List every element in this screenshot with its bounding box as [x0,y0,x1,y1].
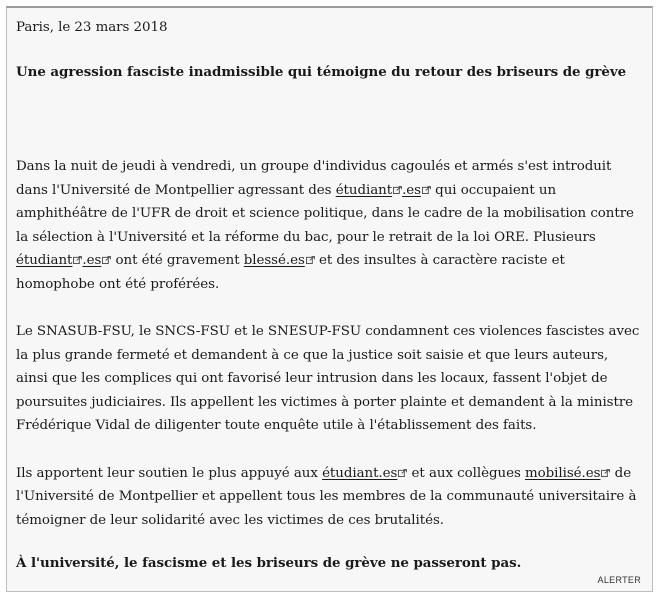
p1-text-3: ont été gravement [111,253,244,268]
p3-text-3: de l'Université de Montpellier et appellent tous les membres de la communauté universitaire à témoigner de leur solidarité avec les victimes de ces brutalités. [16,465,637,528]
paragraph-2: Le SNASUB-FSU, le SNCS-FSU et le SNESUP-FSU condamnent ces violences fascistes avec la plus grande fermeté et demandent à ce que la justice soit saisie et que leurs auteurs, ainsi que les complices qui ont favorisé leur intrusion dans les locaux, fassent l'objet de poursuites judiciaires. Ils appellent les victimes à porter plainte et demandent à la ministre Frédérique Vidal de diligenter toute enquête utile à l'établissement des faits. [16,324,640,433]
article-frame [6,6,653,592]
paragraph-3 [16,462,644,533]
external-link-icon [422,186,431,194]
external-link-icon [306,256,315,264]
alert-button[interactable]: ALERTER [597,575,641,585]
p1-text-4: et des insultes à caractère raciste et homophobe ont été proférées. [16,253,565,292]
external-link-icon [393,186,402,194]
p3-text-2: et aux collègues [407,465,525,481]
external-link-icon [102,256,111,264]
article-title: Une agression fasciste inadmissible qui témoigne du retour des briseurs de grève [16,63,627,80]
p1-text-2: qui occupaient un amphithéâtre de l'UFR de droit et science politique, dans le cadre de la mobilisation contre la sélection à l'Université et la réforme du bac, pour le retrait de la loi ORE. Plusieurs [16,182,634,245]
paragraph-1 [16,155,644,296]
p3-text-1: Ils apportent leur soutien le plus appuyé aux [16,465,323,481]
link-etudiant-es-1[interactable]: étudiant .es [336,183,431,198]
link-etudiant-es-2[interactable]: étudiant .es [16,253,111,268]
external-link-icon [398,469,407,477]
p1-text-1: Dans la nuit de jeudi à vendredi, un groupe d'individus cagoulés et armés s'est introduit dans l'Université de Montpellier agressant des [16,159,612,198]
article-body [16,16,644,576]
closing-statement: À l'université, le fascisme et les briseurs de grève ne passeront pas. [16,555,522,571]
link-etudiant-es-3[interactable]: étudiant.es [322,466,407,481]
link-mobilise-es[interactable]: mobilisé.es [525,466,610,481]
date-line: Paris, le 23 mars 2018 [16,20,168,35]
link-blesse-es[interactable]: blessé.es [244,253,315,268]
